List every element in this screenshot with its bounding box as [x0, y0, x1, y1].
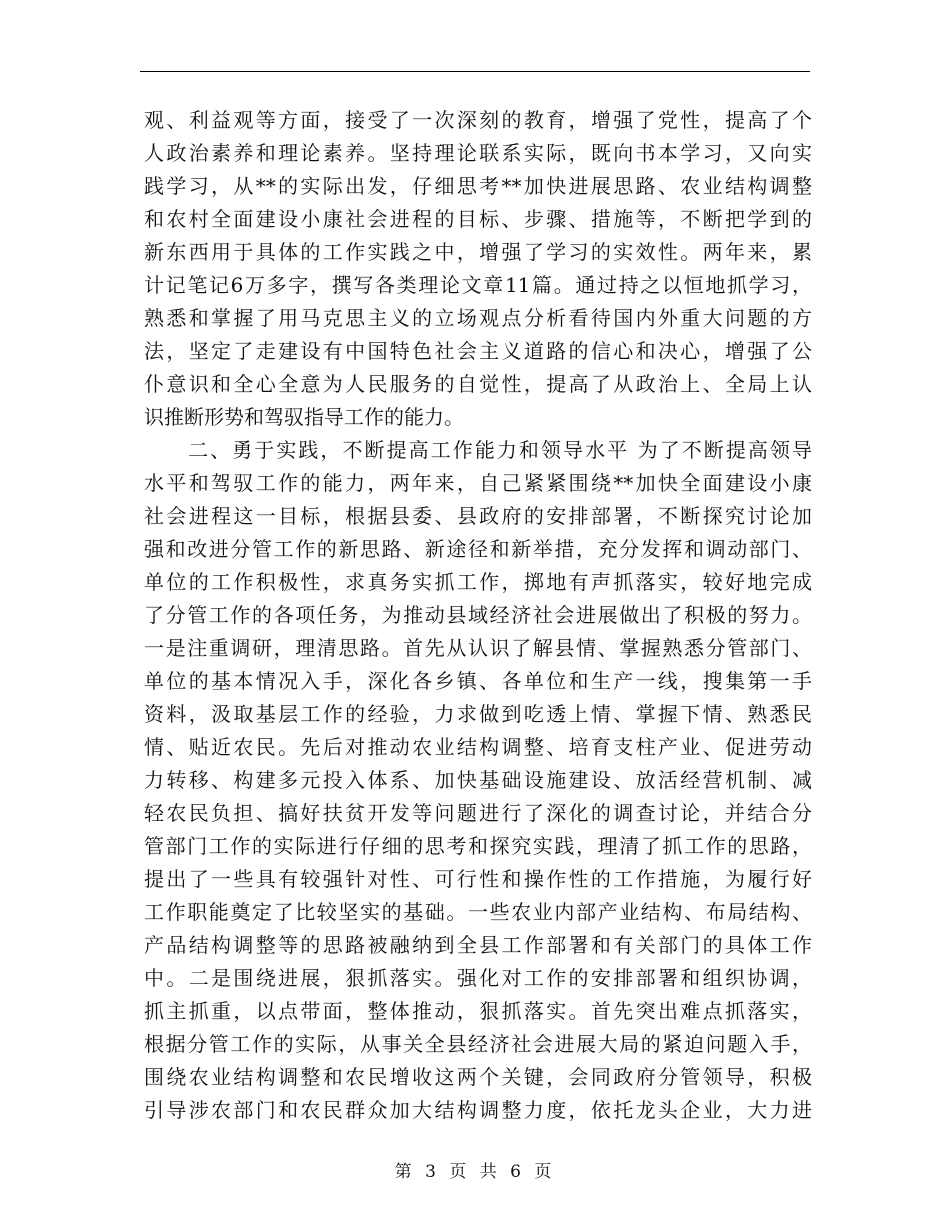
text-line: 强和改进分管工作的新思路、新途径和新举措，充分发挥和调动部门、	[144, 537, 812, 561]
text-line: 二、勇于实践，不断提高工作能力和领导水平 为了不断提高领导	[144, 438, 812, 462]
text-line: 识推断形势和驾驭指导工作的能力。	[144, 405, 464, 429]
text-line: 产品结构调整等的思路被融纳到全县工作部署和有关部门的具体工作	[144, 933, 812, 957]
text-line: 提出了一些具有较强针对性、可行性和操作性的工作措施，为履行好	[144, 867, 812, 891]
text-line: 根据分管工作的实际，从事关全县经济社会进展大局的紧迫问题入手，	[144, 1032, 812, 1056]
text-line: 践学习，从**的实际出发，仔细思考**加快进展思路、农业结构调整	[144, 174, 812, 198]
text-line: 管部门工作的实际进行仔细的思考和探究实践，理清了抓工作的思路，	[144, 834, 812, 858]
text-line: 社会进程这一目标，根据县委、县政府的安排部署，不断探究讨论加	[144, 504, 812, 528]
text-line: 观、利益观等方面，接受了一次深刻的教育，增强了党性，提高了个	[144, 108, 812, 132]
text-line: 围绕农业结构调整和农民增收这两个关键，会同政府分管领导，积极	[144, 1065, 812, 1089]
text-line: 情、贴近农民。先后对推动农业结构调整、培育支柱产业、促进劳动	[144, 735, 812, 759]
text-line: 轻农民负担、搞好扶贫开发等问题进行了深化的调查讨论，并结合分	[144, 801, 812, 825]
text-line: 引导涉农部门和农民群众加大结构调整力度，依托龙头企业，大力进	[144, 1098, 812, 1122]
text-line: 水平和驾驭工作的能力，两年来，自己紧紧围绕**加快全面建设小康	[144, 471, 812, 495]
body-text	[144, 104, 812, 1127]
text-line: 资料，汲取基层工作的经验，力求做到吃透上情、掌握下情、熟悉民	[144, 702, 812, 726]
text-line: 力转移、构建多元投入体系、加快基础设施建设、放活经营机制、减	[144, 768, 812, 792]
text-line: 新东西用于具体的工作实践之中，增强了学习的实效性。两年来，累	[144, 240, 812, 264]
text-line: 工作职能奠定了比较坚实的基础。一些农业内部产业结构、布局结构、	[144, 900, 812, 924]
text-line: 计记笔记6万多字，撰写各类理论文章11篇。通过持之以恒地抓学习，	[144, 273, 812, 297]
text-line: 熟悉和掌握了用马克思主义的立场观点分析看待国内外重大问题的方	[144, 306, 812, 330]
text-line: 单位的基本情况入手，深化各乡镇、各单位和生产一线，搜集第一手	[144, 669, 812, 693]
page-footer: 第 3 页 共 6 页	[394, 1162, 556, 1182]
text-line: 抓主抓重，以点带面，整体推动，狠抓落实。首先突出难点抓落实，	[144, 999, 812, 1023]
text-line: 仆意识和全心全意为人民服务的自觉性，提高了从政治上、全局上认	[144, 372, 812, 396]
text-line: 和农村全面建设小康社会进程的目标、步骤、措施等，不断把学到的	[144, 207, 812, 231]
text-line: 法，坚定了走建设有中国特色社会主义道路的信心和决心，增强了公	[144, 339, 812, 363]
header-rule	[140, 71, 810, 72]
text-line: 单位的工作积极性，求真务实抓工作，掷地有声抓落实，较好地完成	[144, 570, 812, 594]
text-line: 中。二是围绕进展，狠抓落实。强化对工作的安排部署和组织协调，	[144, 966, 812, 990]
text-line: 了分管工作的各项任务，为推动县域经济社会进展做出了积极的努力。	[144, 603, 812, 627]
text-line: 一是注重调研，理清思路。首先从认识了解县情、掌握熟悉分管部门、	[144, 636, 812, 660]
text-line: 人政治素养和理论素养。坚持理论联系实际，既向书本学习，又向实	[144, 141, 812, 165]
